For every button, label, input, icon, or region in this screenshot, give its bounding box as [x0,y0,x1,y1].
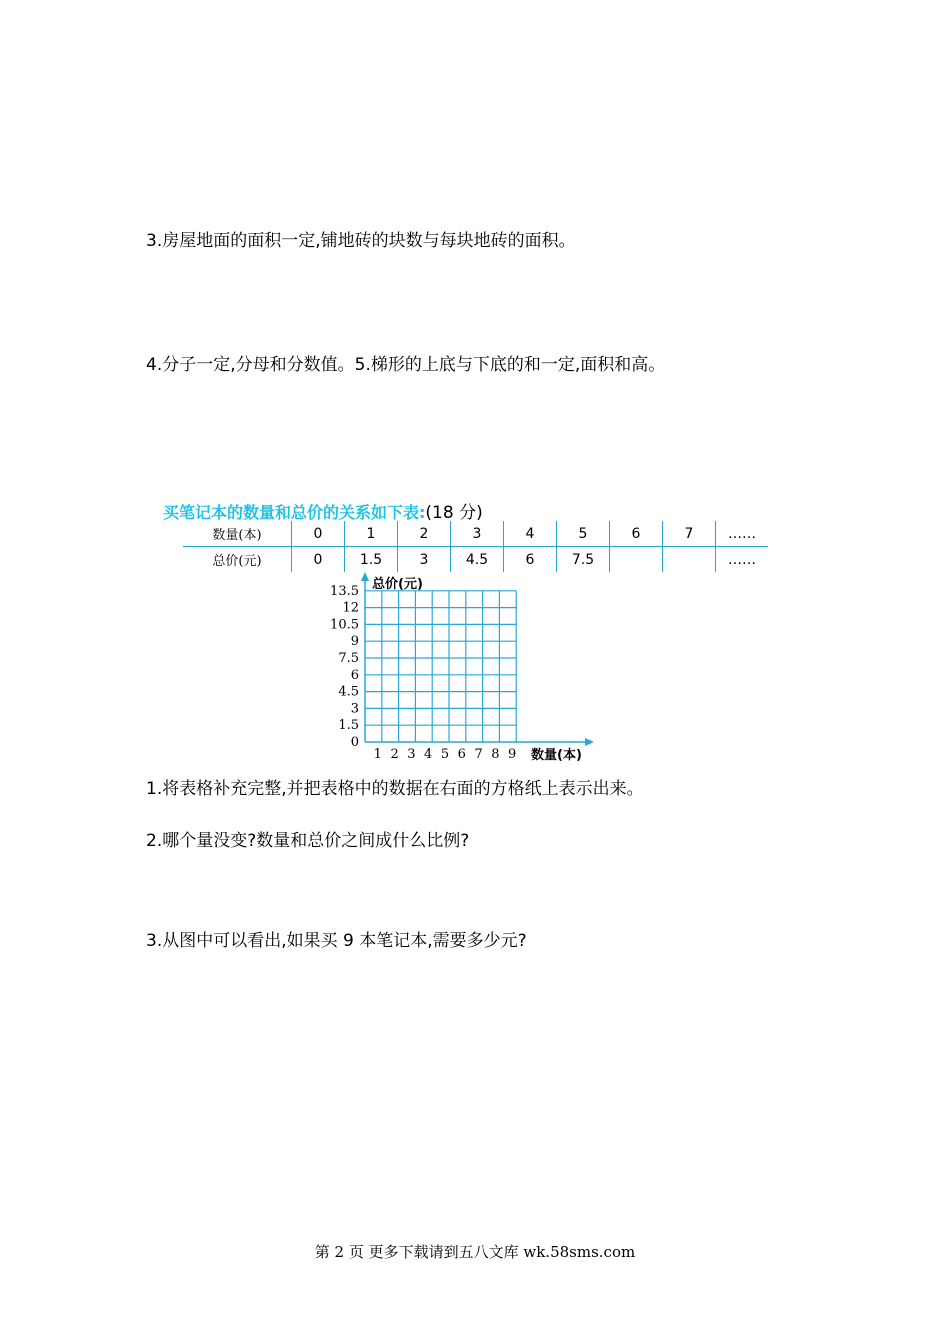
table-cell: 1 [345,521,398,547]
y-tick-labels [330,584,359,750]
x-tick-label: 2 [390,747,399,762]
question-2: 2.哪个量没变?数量和总价之间成什么比例? [146,831,470,851]
row-header-price: 总价(元) [212,554,262,569]
y-axis-label: 总价(元) [372,577,423,592]
table-cell: 1.5 [345,547,398,573]
price-table [183,521,768,572]
table-cell: 0 [292,547,345,573]
section-score: (18 分) [425,503,483,523]
x-tick-label: 1 [373,747,382,762]
x-tick-label: 9 [508,747,517,762]
y-tick-label: 12 [342,600,359,616]
table-cell: 6 [504,547,557,573]
table-cell: 3 [398,547,451,573]
x-tick-label: 4 [424,747,433,762]
table-cell: 6 [610,521,663,547]
y-tick-label: 9 [350,634,359,650]
section-title [163,498,483,523]
question-4-5-line: 4.分子一定,分母和分数值。5.梯形的上底与下底的和一定,面积和高。 [146,355,666,375]
grid-graph [330,570,620,770]
table-row-price [183,547,768,573]
x-tick-labels [374,747,517,762]
y-tick-label: 0 [350,735,359,750]
x-tick-label: 8 [491,747,500,762]
x-axis-arrow-icon [585,738,594,746]
table-cell: 4.5 [451,547,504,573]
x-tick-label: 7 [474,747,483,762]
table-cell: 5 [557,521,610,547]
y-tick-label: 7.5 [338,651,359,666]
table-row-quantity [183,521,768,547]
table-cell: 4 [504,521,557,547]
y-tick-label: 3 [350,701,359,717]
row-header-quantity: 数量(本) [183,521,292,547]
table-cell: 7.5 [557,547,610,573]
table-cell: …… [716,547,769,573]
table-cell: 0 [292,521,345,547]
table-cell-blank[interactable] [663,547,716,573]
x-tick-label: 3 [407,747,416,762]
question-1: 1.将表格补充完整,并把表格中的数据在右面的方格纸上表示出来。 [146,779,644,799]
question-3: 3.从图中可以看出,如果买 9 本笔记本,需要多少元? [146,931,527,951]
page-footer: 第 2 页 更多下载请到五八文库 wk.58sms.com [314,1243,636,1261]
y-tick-label: 6 [350,667,359,683]
table-cell: 7 [663,521,716,547]
question-3-line: 3.房屋地面的面积一定,铺地砖的块数与每块地砖的面积。 [146,231,576,251]
table-cell: 3 [451,521,504,547]
x-tick-label: 6 [457,747,466,762]
grid-lines [365,591,516,742]
y-tick-label: 10.5 [330,617,359,633]
table-cell-blank[interactable] [610,547,663,573]
x-tick-label: 5 [440,747,450,762]
table-cell: …… [716,521,769,547]
y-tick-label: 13.5 [330,583,359,599]
y-tick-label: 1.5 [338,718,359,734]
table-cell: 2 [398,521,451,547]
section-title-text: 买笔记本的数量和总价的关系如下表: [163,503,426,522]
y-axis-arrow-icon [361,572,369,581]
y-tick-label: 4.5 [338,684,359,700]
x-axis-label: 数量(本) [531,748,582,763]
